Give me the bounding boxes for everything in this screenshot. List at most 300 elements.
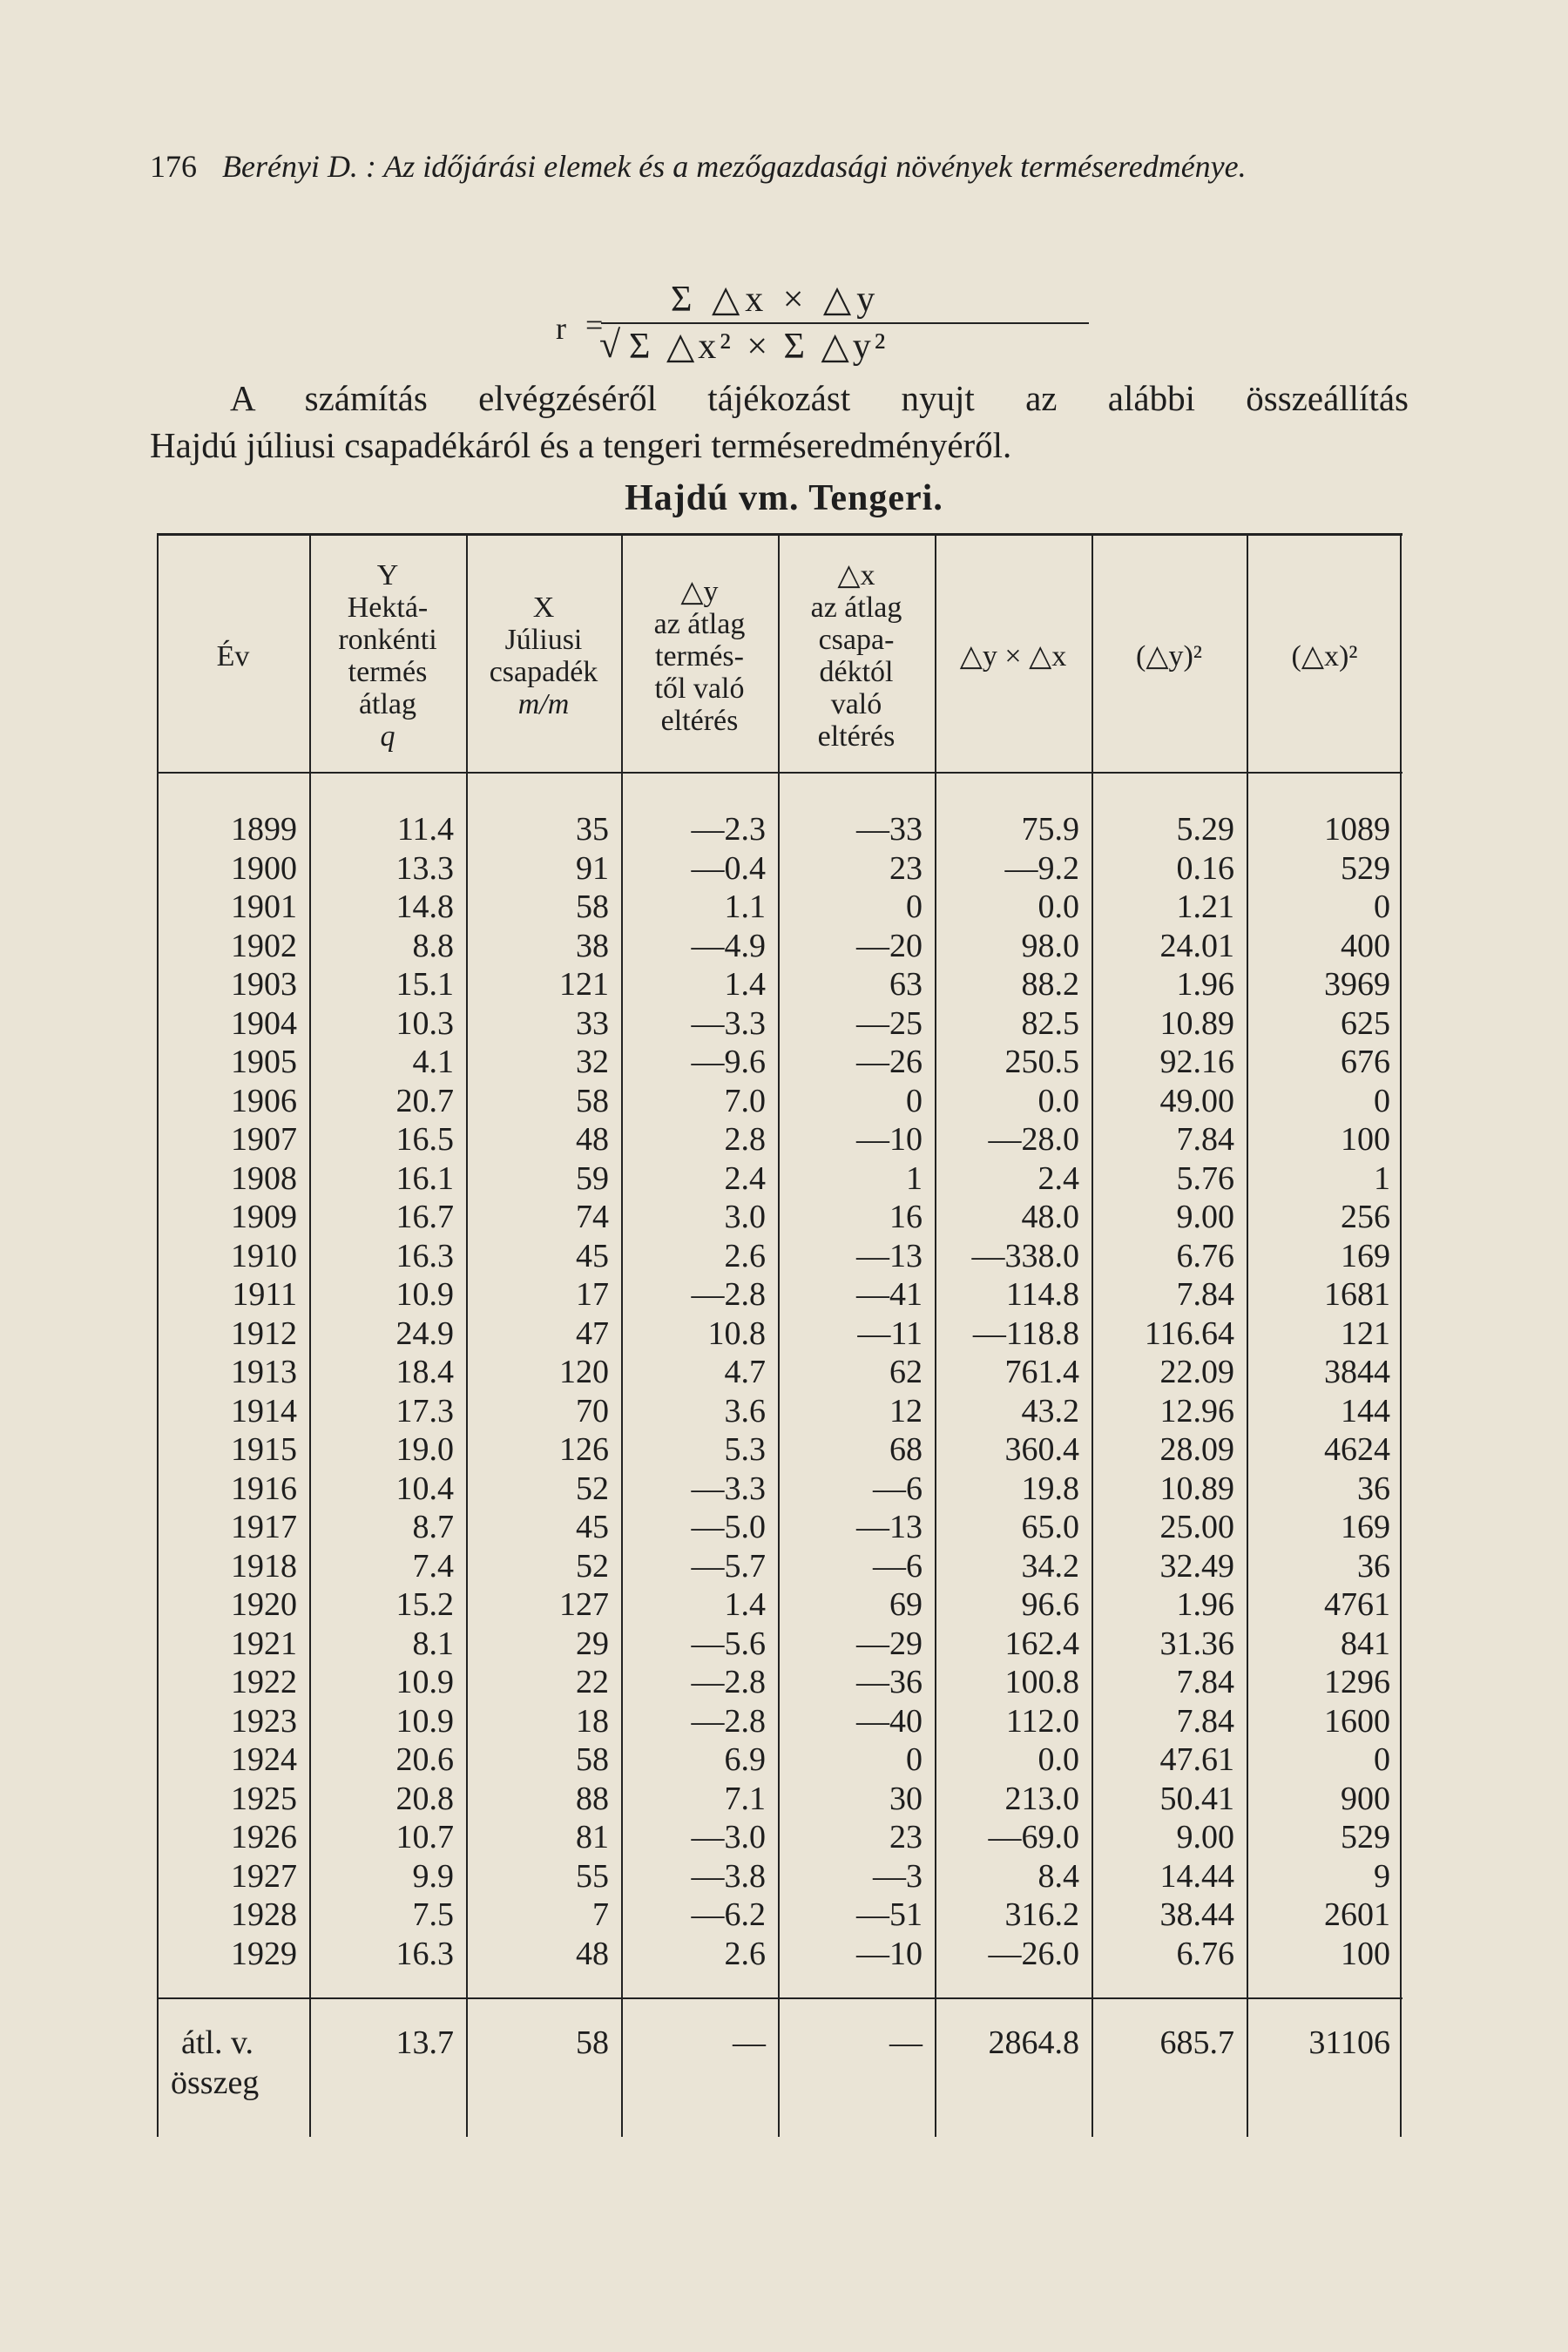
cell-year: 1904 bbox=[231, 1004, 297, 1042]
cell-product: —26.0 bbox=[988, 1935, 1079, 1972]
cell-delta-y-squared: 50.41 bbox=[1159, 1780, 1234, 1817]
cell-delta-x-squared: 256 bbox=[1341, 1199, 1390, 1235]
cell-delta-y-squared: 6.76 bbox=[1176, 1935, 1234, 1972]
cell-y: 8.8 bbox=[412, 927, 454, 964]
formula-lhs: r bbox=[556, 311, 566, 346]
cell-year: 1914 bbox=[231, 1392, 297, 1429]
cell-year: 1906 bbox=[231, 1082, 297, 1119]
cell-y: 10.4 bbox=[395, 1470, 454, 1507]
cell-x: 48 bbox=[576, 1935, 609, 1972]
table-row bbox=[157, 1082, 1402, 1120]
cell-year: 1917 bbox=[231, 1509, 297, 1545]
formula-denominator: Σ △x² × Σ △y² bbox=[629, 327, 889, 367]
column-rule bbox=[778, 533, 780, 2137]
cell-year: 1916 bbox=[231, 1470, 297, 1507]
cell-y: 4.1 bbox=[412, 1044, 454, 1080]
cell-delta-x: —10 bbox=[856, 1121, 923, 1158]
cell-delta-y-squared: 0.16 bbox=[1176, 849, 1234, 887]
cell-year: 1909 bbox=[231, 1199, 297, 1235]
cell-product: 0.0 bbox=[1037, 1082, 1079, 1119]
cell-delta-y-squared: 24.01 bbox=[1159, 927, 1234, 964]
header-bottom-rule bbox=[157, 772, 1402, 774]
column-rule bbox=[157, 533, 159, 2137]
summary-label-total: összeg bbox=[171, 2065, 260, 2101]
cell-x: 58 bbox=[576, 1082, 609, 1119]
cell-delta-y: —9.6 bbox=[691, 1044, 766, 1080]
table-top-rule bbox=[157, 533, 1402, 536]
cell-delta-x: —40 bbox=[856, 1702, 923, 1740]
cell-y: 9.9 bbox=[412, 1857, 454, 1895]
cell-delta-y: —3.3 bbox=[691, 1004, 766, 1042]
table-row bbox=[157, 1392, 1402, 1430]
cell-year: 1913 bbox=[231, 1354, 297, 1390]
cell-y: 7.4 bbox=[412, 1547, 454, 1585]
cell-x: 74 bbox=[576, 1199, 609, 1235]
cell-y: 14.8 bbox=[395, 889, 454, 925]
cell-x: 48 bbox=[576, 1121, 609, 1158]
cell-year: 1911 bbox=[232, 1276, 297, 1313]
cell-year: 1908 bbox=[231, 1159, 297, 1197]
cell-delta-x: —29 bbox=[856, 1625, 923, 1662]
cell-delta-y-squared: 38.44 bbox=[1159, 1896, 1234, 1933]
cell-product: —9.2 bbox=[1004, 849, 1079, 887]
summary-label-average: átl. v. bbox=[181, 2024, 254, 2061]
cell-delta-x-squared: 1681 bbox=[1324, 1276, 1390, 1313]
cell-delta-y-squared: 9.00 bbox=[1176, 1199, 1234, 1235]
summary-delta-y: — bbox=[733, 2024, 766, 2061]
header-delta-y: △y az átlag termés- től való eltérés bbox=[653, 575, 746, 737]
cell-year: 1925 bbox=[231, 1780, 297, 1817]
cell-product: 43.2 bbox=[1021, 1392, 1079, 1429]
cell-delta-y-squared: 49.00 bbox=[1159, 1082, 1234, 1119]
cell-product: —118.8 bbox=[972, 1315, 1079, 1352]
cell-delta-x-squared: 1 bbox=[1374, 1159, 1390, 1197]
cell-y: 10.9 bbox=[395, 1276, 454, 1313]
cell-delta-y: —3.0 bbox=[691, 1819, 766, 1855]
header-x: X Júliusi csapadék m/m bbox=[489, 591, 598, 720]
cell-delta-x-squared: 36 bbox=[1357, 1547, 1390, 1585]
cell-delta-y: —2.8 bbox=[691, 1702, 766, 1740]
summary-product: 2864.8 bbox=[988, 2024, 1079, 2061]
table-row bbox=[157, 1547, 1402, 1585]
intro-paragraph bbox=[150, 375, 1409, 469]
cell-delta-x-squared: 4761 bbox=[1324, 1586, 1390, 1623]
cell-delta-y-squared: 10.89 bbox=[1159, 1470, 1234, 1507]
cell-delta-y: 2.4 bbox=[724, 1159, 766, 1197]
header-y: Y Hektá- ronkénti termés átlag q bbox=[338, 559, 437, 753]
cell-x: 70 bbox=[576, 1392, 609, 1429]
header-year: Év bbox=[216, 639, 250, 672]
cell-delta-y: —5.6 bbox=[691, 1625, 766, 1662]
cell-year: 1907 bbox=[231, 1121, 297, 1158]
cell-delta-y: 5.3 bbox=[724, 1431, 766, 1468]
cell-y: 16.3 bbox=[395, 1237, 454, 1274]
intro-line-2: Hajdú júliusi csapadékáról és a tengeri terméseredményéről. bbox=[150, 425, 1012, 465]
cell-delta-y: —2.3 bbox=[691, 811, 766, 848]
table-row bbox=[157, 1585, 1402, 1624]
page-number: 176 bbox=[150, 149, 197, 184]
summary-delta-x-squared: 31106 bbox=[1308, 2024, 1390, 2061]
intro-line-1: A számítás elvégzéséről tájékozást nyujt az alábbi összeállítás bbox=[230, 378, 1409, 418]
cell-delta-y-squared: 7.84 bbox=[1176, 1121, 1234, 1158]
cell-product: —338.0 bbox=[971, 1237, 1079, 1274]
cell-year: 1912 bbox=[231, 1315, 297, 1352]
column-rule bbox=[466, 533, 468, 2137]
cell-delta-y: 2.6 bbox=[724, 1237, 766, 1274]
header-delta-y-squared: (△y)² bbox=[1136, 639, 1202, 672]
cell-delta-y: —6.2 bbox=[691, 1896, 766, 1933]
table-row bbox=[157, 1857, 1402, 1896]
column-rule bbox=[1092, 533, 1093, 2137]
cell-x: 52 bbox=[576, 1547, 609, 1585]
cell-year: 1903 bbox=[231, 966, 297, 1003]
cell-y: 19.0 bbox=[395, 1431, 454, 1468]
cell-delta-y: 3.0 bbox=[724, 1199, 766, 1235]
cell-x: 22 bbox=[576, 1664, 609, 1700]
table-row bbox=[157, 1702, 1402, 1740]
cell-x: 127 bbox=[559, 1586, 609, 1623]
cell-product: 114.8 bbox=[1005, 1276, 1079, 1313]
cell-delta-x-squared: 529 bbox=[1341, 1819, 1390, 1855]
cell-product: —28.0 bbox=[988, 1121, 1079, 1158]
table-row bbox=[157, 965, 1402, 1004]
cell-product: 19.8 bbox=[1021, 1470, 1079, 1507]
cell-y: 8.1 bbox=[412, 1625, 454, 1662]
cell-product: 34.2 bbox=[1021, 1547, 1079, 1585]
summary-row-2 bbox=[157, 2064, 1402, 2102]
cell-year: 1929 bbox=[231, 1935, 297, 1972]
cell-y: 20.8 bbox=[395, 1780, 454, 1817]
column-rule bbox=[621, 533, 623, 2137]
table-row bbox=[157, 1275, 1402, 1314]
cell-delta-y: —5.7 bbox=[691, 1547, 766, 1585]
cell-delta-x-squared: 529 bbox=[1341, 849, 1390, 887]
cell-y: 20.7 bbox=[395, 1082, 454, 1119]
cell-delta-x: 16 bbox=[889, 1199, 923, 1235]
cell-delta-y-squared: 25.00 bbox=[1159, 1509, 1234, 1545]
cell-delta-x-squared: 0 bbox=[1374, 889, 1390, 925]
cell-delta-x-squared: 121 bbox=[1341, 1315, 1390, 1352]
cell-delta-x: —20 bbox=[856, 927, 923, 964]
cell-delta-x: —25 bbox=[856, 1004, 923, 1042]
table-row bbox=[157, 1004, 1402, 1043]
table-row bbox=[157, 1896, 1402, 1934]
cell-product: 2.4 bbox=[1037, 1159, 1079, 1197]
cell-delta-x-squared: 3969 bbox=[1324, 966, 1390, 1003]
cell-x: 45 bbox=[576, 1509, 609, 1545]
cell-product: 96.6 bbox=[1021, 1586, 1079, 1623]
cell-x: 29 bbox=[576, 1625, 609, 1662]
cell-delta-y-squared: 7.84 bbox=[1176, 1702, 1234, 1740]
cell-delta-x-squared: 1089 bbox=[1324, 811, 1390, 848]
cell-x: 126 bbox=[559, 1431, 609, 1468]
cell-delta-x: 1 bbox=[906, 1159, 923, 1197]
cell-delta-y: 6.9 bbox=[724, 1741, 766, 1778]
cell-delta-x-squared: 4624 bbox=[1324, 1431, 1390, 1468]
cell-delta-x-squared: 3844 bbox=[1324, 1354, 1390, 1390]
cell-year: 1924 bbox=[231, 1741, 297, 1778]
cell-x: 32 bbox=[576, 1044, 609, 1080]
cell-x: 45 bbox=[576, 1237, 609, 1274]
table-row bbox=[157, 1315, 1402, 1353]
cell-y: 15.1 bbox=[395, 966, 454, 1003]
header-delta-x-squared: (△x)² bbox=[1291, 639, 1358, 672]
cell-year: 1905 bbox=[231, 1044, 297, 1080]
table-row bbox=[157, 1470, 1402, 1508]
cell-delta-y: 4.7 bbox=[724, 1354, 766, 1390]
cell-x: 121 bbox=[559, 966, 609, 1003]
summary-delta-x: — bbox=[889, 2024, 923, 2061]
cell-product: 162.4 bbox=[1004, 1625, 1079, 1662]
cell-delta-y-squared: 12.96 bbox=[1159, 1392, 1234, 1429]
cell-y: 24.9 bbox=[395, 1315, 454, 1352]
cell-x: 33 bbox=[576, 1004, 609, 1042]
cell-y: 13.3 bbox=[395, 849, 454, 887]
cell-x: 120 bbox=[559, 1354, 609, 1390]
cell-delta-y: 7.1 bbox=[724, 1780, 766, 1817]
cell-delta-y: —4.9 bbox=[691, 927, 766, 964]
cell-delta-y-squared: 1.96 bbox=[1176, 966, 1234, 1003]
cell-delta-y: —3.8 bbox=[691, 1857, 766, 1895]
cell-y: 10.3 bbox=[395, 1004, 454, 1042]
cell-x: 55 bbox=[576, 1857, 609, 1895]
cell-delta-x: 0 bbox=[906, 1741, 923, 1778]
table-row bbox=[157, 1237, 1402, 1275]
cell-y: 10.9 bbox=[395, 1664, 454, 1700]
cell-delta-x-squared: 676 bbox=[1341, 1044, 1390, 1080]
cell-delta-y-squared: 32.49 bbox=[1159, 1547, 1234, 1585]
table-row bbox=[157, 1120, 1402, 1159]
cell-product: 8.4 bbox=[1037, 1857, 1079, 1895]
cell-y: 10.9 bbox=[395, 1702, 454, 1740]
summary-rule bbox=[157, 1997, 1402, 1999]
cell-delta-x: —6 bbox=[873, 1470, 923, 1507]
cell-delta-x: —6 bbox=[873, 1547, 923, 1585]
cell-product: 0.0 bbox=[1037, 1741, 1079, 1778]
cell-y: 16.7 bbox=[395, 1199, 454, 1235]
cell-delta-y: 2.6 bbox=[724, 1935, 766, 1972]
cell-product: 250.5 bbox=[1004, 1044, 1079, 1080]
cell-delta-y: —2.8 bbox=[691, 1664, 766, 1700]
formula-numerator: Σ △x × △y bbox=[671, 280, 881, 320]
cell-x: 52 bbox=[576, 1470, 609, 1507]
cell-x: 58 bbox=[576, 889, 609, 925]
header-product: △y × △x bbox=[959, 639, 1067, 672]
table-row bbox=[157, 1353, 1402, 1391]
cell-delta-x-squared: 169 bbox=[1341, 1237, 1390, 1274]
cell-delta-y: 3.6 bbox=[724, 1392, 766, 1429]
cell-y: 16.1 bbox=[395, 1159, 454, 1197]
cell-delta-y-squared: 5.29 bbox=[1176, 811, 1234, 848]
table-row bbox=[157, 810, 1402, 848]
cell-product: 112.0 bbox=[1005, 1702, 1079, 1740]
cell-x: 91 bbox=[576, 849, 609, 887]
cell-delta-y-squared: 5.76 bbox=[1176, 1159, 1234, 1197]
table-row bbox=[157, 1935, 1402, 1973]
cell-delta-y: —0.4 bbox=[691, 849, 766, 887]
table-row bbox=[157, 888, 1402, 926]
column-rule bbox=[1247, 533, 1248, 2137]
cell-x: 18 bbox=[576, 1702, 609, 1740]
cell-delta-x-squared: 400 bbox=[1341, 927, 1390, 964]
table-title: Hajdú vm. Tengeri. bbox=[625, 478, 943, 518]
column-rule bbox=[1400, 533, 1402, 2137]
cell-product: 88.2 bbox=[1021, 966, 1079, 1003]
cell-x: 38 bbox=[576, 927, 609, 964]
cell-year: 1927 bbox=[231, 1857, 297, 1895]
cell-delta-x: 63 bbox=[889, 966, 923, 1003]
column-rule bbox=[935, 533, 936, 2137]
table-row bbox=[157, 1508, 1402, 1546]
cell-delta-x-squared: 625 bbox=[1341, 1004, 1390, 1042]
cell-year: 1901 bbox=[231, 889, 297, 925]
cell-delta-y: 1.4 bbox=[724, 1586, 766, 1623]
cell-delta-x: 62 bbox=[889, 1354, 923, 1390]
cell-delta-x-squared: 9 bbox=[1374, 1857, 1390, 1895]
cell-delta-x-squared: 169 bbox=[1341, 1509, 1390, 1545]
running-title: Berényi D. : Az időjárási elemek és a mezőgazdasági növények terméseredménye. bbox=[222, 149, 1247, 184]
table-row bbox=[157, 1780, 1402, 1818]
cell-delta-x: —11 bbox=[857, 1315, 923, 1352]
header-delta-x: △x az átlag csapa- déktól való eltérés bbox=[810, 559, 902, 753]
cell-delta-y-squared: 22.09 bbox=[1159, 1354, 1234, 1390]
cell-x: 58 bbox=[576, 1741, 609, 1778]
cell-x: 47 bbox=[576, 1315, 609, 1352]
cell-y: 15.2 bbox=[395, 1586, 454, 1623]
cell-delta-x-squared: 100 bbox=[1341, 1935, 1390, 1972]
cell-year: 1899 bbox=[231, 811, 297, 848]
cell-delta-y-squared: 6.76 bbox=[1176, 1237, 1234, 1274]
cell-year: 1918 bbox=[231, 1547, 297, 1585]
cell-product: 65.0 bbox=[1021, 1509, 1079, 1545]
cell-delta-x: 0 bbox=[906, 1082, 923, 1119]
cell-delta-y: 1.1 bbox=[724, 889, 766, 925]
cell-delta-x: —36 bbox=[856, 1664, 923, 1700]
cell-product: 98.0 bbox=[1021, 927, 1079, 964]
cell-delta-x: 68 bbox=[889, 1431, 923, 1468]
cell-delta-x-squared: 1600 bbox=[1324, 1702, 1390, 1740]
cell-year: 1902 bbox=[231, 927, 297, 964]
cell-y: 16.5 bbox=[395, 1121, 454, 1158]
cell-delta-y-squared: 10.89 bbox=[1159, 1004, 1234, 1042]
cell-delta-x: —51 bbox=[856, 1896, 923, 1933]
cell-delta-x: —33 bbox=[856, 811, 923, 848]
cell-delta-x-squared: 144 bbox=[1341, 1392, 1390, 1429]
cell-x: 81 bbox=[576, 1819, 609, 1855]
cell-delta-y-squared: 47.61 bbox=[1159, 1741, 1234, 1778]
cell-year: 1928 bbox=[231, 1896, 297, 1933]
summary-row bbox=[157, 2024, 1402, 2062]
cell-year: 1923 bbox=[231, 1702, 297, 1740]
cell-delta-x-squared: 100 bbox=[1341, 1121, 1390, 1158]
cell-product: 48.0 bbox=[1021, 1199, 1079, 1235]
cell-year: 1920 bbox=[231, 1586, 297, 1623]
cell-delta-y-squared: 1.21 bbox=[1176, 889, 1234, 925]
cell-delta-x: —13 bbox=[856, 1237, 923, 1274]
cell-delta-y: 2.8 bbox=[724, 1121, 766, 1158]
cell-x: 88 bbox=[576, 1780, 609, 1817]
cell-delta-y-squared: 7.84 bbox=[1176, 1664, 1234, 1700]
cell-product: 100.8 bbox=[1004, 1664, 1079, 1700]
column-rule bbox=[309, 533, 311, 2137]
cell-y: 11.4 bbox=[396, 811, 454, 848]
cell-delta-x-squared: 0 bbox=[1374, 1741, 1390, 1778]
cell-delta-y: 10.8 bbox=[707, 1315, 766, 1352]
cell-delta-y: —2.8 bbox=[691, 1276, 766, 1313]
cell-delta-y-squared: 31.36 bbox=[1159, 1625, 1234, 1662]
cell-delta-y: 7.0 bbox=[724, 1082, 766, 1119]
cell-delta-x-squared: 0 bbox=[1374, 1082, 1390, 1119]
correlation-formula bbox=[549, 277, 1159, 367]
cell-product: 360.4 bbox=[1004, 1431, 1079, 1468]
cell-product: 761.4 bbox=[1004, 1354, 1079, 1390]
table-row bbox=[157, 1818, 1402, 1856]
cell-x: 59 bbox=[576, 1159, 609, 1197]
cell-x: 17 bbox=[576, 1276, 609, 1313]
cell-year: 1900 bbox=[231, 849, 297, 887]
cell-y: 10.7 bbox=[395, 1819, 454, 1855]
cell-x: 7 bbox=[592, 1896, 609, 1933]
cell-delta-y: 1.4 bbox=[724, 966, 766, 1003]
cell-delta-x-squared: 2601 bbox=[1324, 1896, 1390, 1933]
cell-delta-x: 0 bbox=[906, 889, 923, 925]
summary-delta-y-squared: 685.7 bbox=[1159, 2024, 1234, 2061]
cell-year: 1910 bbox=[231, 1237, 297, 1274]
cell-delta-y-squared: 7.84 bbox=[1176, 1276, 1234, 1313]
cell-delta-y-squared: 116.64 bbox=[1144, 1315, 1234, 1352]
table-row bbox=[157, 1198, 1402, 1236]
cell-delta-x: 30 bbox=[889, 1780, 923, 1817]
table-row bbox=[157, 1625, 1402, 1663]
cell-delta-x: —26 bbox=[856, 1044, 923, 1080]
cell-delta-x: 23 bbox=[889, 849, 923, 887]
cell-year: 1926 bbox=[231, 1819, 297, 1855]
cell-delta-y-squared: 28.09 bbox=[1159, 1431, 1234, 1468]
cell-y: 18.4 bbox=[395, 1354, 454, 1390]
cell-delta-x: —10 bbox=[856, 1935, 923, 1972]
table-row bbox=[157, 1043, 1402, 1081]
cell-product: 0.0 bbox=[1037, 889, 1079, 925]
cell-y: 8.7 bbox=[412, 1509, 454, 1545]
cell-product: 316.2 bbox=[1004, 1896, 1079, 1933]
cell-delta-y-squared: 1.96 bbox=[1176, 1586, 1234, 1623]
cell-delta-x: 12 bbox=[889, 1392, 923, 1429]
cell-delta-x-squared: 36 bbox=[1357, 1470, 1390, 1507]
cell-delta-x-squared: 1296 bbox=[1324, 1664, 1390, 1700]
cell-delta-x: 69 bbox=[889, 1586, 923, 1623]
running-header bbox=[150, 148, 1247, 185]
cell-year: 1921 bbox=[231, 1625, 297, 1662]
cell-product: 82.5 bbox=[1021, 1004, 1079, 1042]
cell-x: 35 bbox=[576, 811, 609, 848]
cell-delta-x: 23 bbox=[889, 1819, 923, 1855]
formula-equals: = bbox=[585, 308, 604, 342]
cell-year: 1922 bbox=[231, 1664, 297, 1700]
cell-product: 75.9 bbox=[1021, 811, 1079, 848]
table-row bbox=[157, 1430, 1402, 1469]
summary-x: 58 bbox=[576, 2024, 609, 2061]
cell-delta-x: —3 bbox=[873, 1857, 923, 1895]
cell-delta-y-squared: 14.44 bbox=[1159, 1857, 1234, 1895]
cell-y: 20.6 bbox=[395, 1741, 454, 1778]
summary-y: 13.7 bbox=[395, 2024, 454, 2061]
cell-y: 7.5 bbox=[412, 1896, 454, 1933]
cell-year: 1915 bbox=[231, 1431, 297, 1468]
cell-delta-x-squared: 841 bbox=[1341, 1625, 1390, 1662]
cell-product: 213.0 bbox=[1004, 1780, 1079, 1817]
cell-delta-y: —3.3 bbox=[691, 1470, 766, 1507]
table-row bbox=[157, 927, 1402, 965]
